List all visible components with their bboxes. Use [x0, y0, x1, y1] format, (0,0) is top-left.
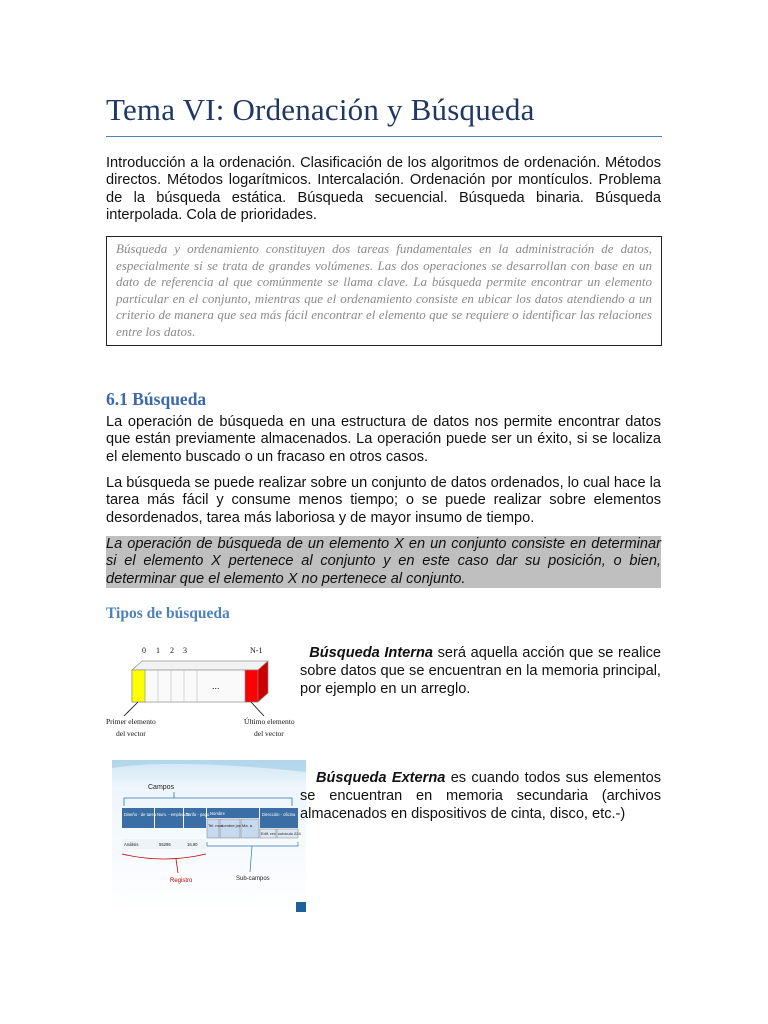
ellipsis: ...	[212, 681, 220, 691]
record-cell: 16.90	[187, 842, 198, 847]
internal-search-term: Búsqueda Interna	[309, 645, 434, 661]
record-subheader: nombre joe	[221, 823, 242, 828]
highlighted-definition: La operación de búsqueda de un elemento X en un conjunto consiste en determinar si el elemento X pertenece al conjunto y en este caso dar su posición, o bien, determinar que el elemento X no pertenece al conjunto.	[106, 536, 661, 587]
record-subheader: Ma. a	[242, 823, 253, 828]
subcampos-label: Sub-campos	[236, 876, 270, 882]
record-diagram	[112, 760, 306, 912]
record-cell: Análisis	[124, 842, 139, 847]
external-search-description	[300, 769, 661, 823]
subheading-tipos: Tipos de búsqueda	[106, 605, 230, 622]
record-header: Dirección - oficina	[262, 812, 296, 817]
internal-search-description	[300, 644, 661, 698]
last-element-label: del vector	[254, 729, 284, 738]
record-subheader: Tel. mod	[208, 823, 224, 828]
index-label: 3	[183, 646, 187, 655]
last-cell	[245, 670, 258, 702]
paragraph-1: La operación de búsqueda en una estructura de datos nos permite encontrar datos que están previamente almacenados. La operación puede ser un éxito, si se localiza el elemento buscado o un fracaso en otros casos.	[106, 414, 661, 465]
array-diagram	[104, 640, 295, 746]
campos-label: Campos	[148, 784, 175, 791]
section-heading: 6.1 Búsqueda	[106, 389, 207, 409]
record-header: Num. - empleado	[157, 812, 190, 817]
record-header: Nombre	[210, 811, 225, 816]
intro-paragraph: Introducción a la ordenación. Clasificación de los algoritmos de ordenación. Métodos directos. Métodos logarítmicos. Intercalación. Ordenación por montículos. Problema de la búsqueda estática. Búsqueda secuencial. Búsqueda binaria. Búsqueda interpolada. Cola de prioridades.	[106, 155, 661, 224]
internal-search-text: será aquella acción que se realice sobre datos que se encuentran en la memoria principal, por ejemplo en un arreglo.	[300, 645, 661, 697]
index-label: 2	[170, 646, 174, 655]
record-subheader: cubículo 224	[278, 831, 301, 836]
index-label: 1	[156, 646, 160, 655]
record-subheader: Edif. rec	[261, 831, 276, 836]
paragraph-2: La búsqueda se puede realizar sobre un conjunto de datos ordenados, lo cual hace la tarea más fácil y consume menos tiempo; o se puede realizar sobre elementos desordenados, tarea más laboriosa y de mayor insumo de tiempo.	[106, 475, 661, 526]
index-label: N-1	[250, 646, 263, 655]
registro-label: Registro	[170, 878, 193, 884]
first-cell	[132, 670, 145, 702]
page-title: Tema VI: Ordenación y Búsqueda	[106, 92, 535, 127]
record-cell: 55296	[159, 842, 171, 847]
external-search-text: es cuando todos sus elementos se encuentran en memoria secundaria (archivos almacenados en dispositivos de cinta, disco, etc.-)	[300, 770, 662, 822]
last-element-label: Último elemento	[244, 717, 295, 726]
record-header: Tarifa - pago	[186, 812, 210, 817]
title-divider	[106, 136, 662, 137]
first-element-label: Primer elemento	[106, 717, 156, 726]
abstract-box: Búsqueda y ordenamiento constituyen dos tareas fundamentales en la administración de datos, especialmente si se trata de grandes volúmenes. Las dos operaciones se desarrollan con base en un dato de referencia al que comúnmente se llama clave. La búsqueda permite encontrar un elemento particular en el conjunto, mientras que el ordenamiento consiste en ubicar los datos atendiendo a un criterio de manera que sea más fácil encontrar el elemento que se requiere o identificar las relaciones entre los datos.	[106, 236, 662, 346]
record-header: Diseño - de tarea	[124, 812, 157, 817]
external-search-term: Búsqueda Externa	[315, 770, 446, 786]
first-element-label: del vector	[116, 729, 146, 738]
index-label: 0	[142, 646, 146, 655]
